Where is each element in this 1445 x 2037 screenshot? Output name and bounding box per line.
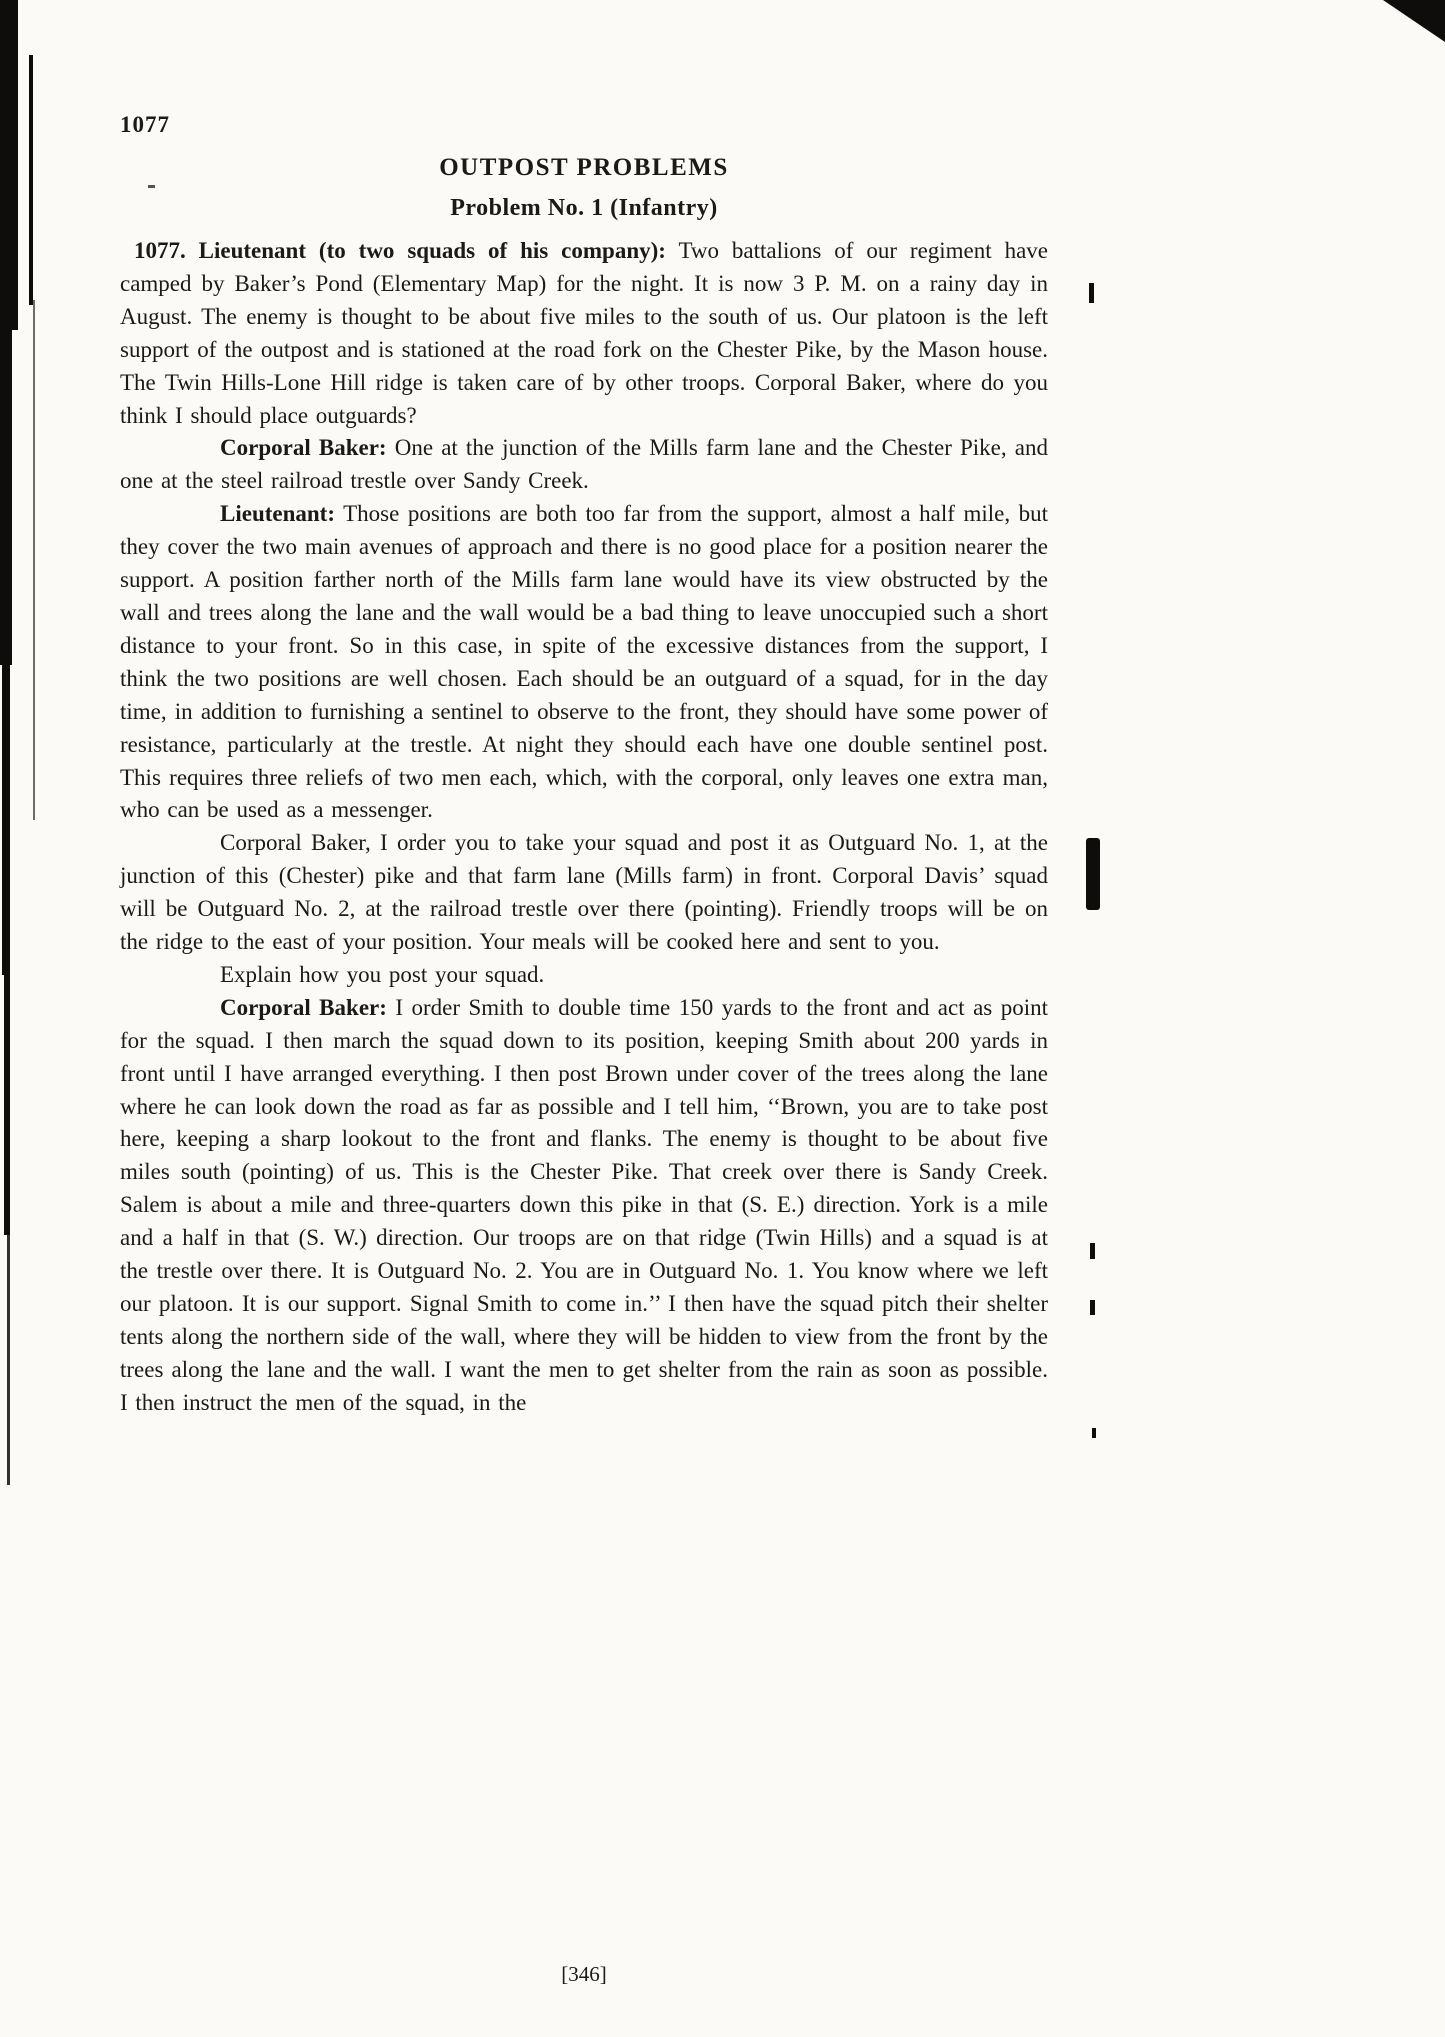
paragraph-text: One at the junction of the Mills farm lane and the Chester Pike, and one at the steel railroad trestle over Sandy Creek. bbox=[120, 435, 1048, 494]
speaker-label: Corporal Baker: bbox=[220, 435, 387, 461]
binding-mark-artifact bbox=[29, 55, 33, 305]
page-number: 1077 bbox=[120, 112, 170, 137]
paragraph-text: I order Smith to double time 150 yards to the front and act as point for the squad. I then march the squad down to its position, keeping Smith about 200 yards in front until I have arranged everything. I then post Brown under cover of the trees along the lane where he can look down the road as far as possible and I tell him, ‘‘Brown, you are to take post here, keeping a sharp lookout to the front and flanks. The enemy is thought to be about five miles south (pointing) of us. This is the Chester Pike. That creek over there is Sandy Creek. Salem is about a mile and three-quarters down this pike in that (S. E.) direction. York is a mile and a half in that (S. W.) direction. Our troops are on that ridge (Twin Hills) and a squad is at the trestle over there. It is Outguard No. 2. You are in Outguard No. 1. You know where we left our platoon. It is our support. Signal Smith to come in.’’ I then have the squad pitch their shelter tents along the northern side of the wall, where they will be hidden to view from the front by the trees along the lane and the wall. I want the men to get shelter from the rain as soon as possible. I then instruct the men of the squad, in the bbox=[120, 994, 1048, 1415]
paragraph bbox=[120, 992, 1048, 1420]
page-title: OUTPOST PROBLEMS bbox=[439, 154, 729, 181]
paragraph-text: Explain how you post your squad. bbox=[220, 961, 545, 987]
binding-mark-artifact bbox=[33, 300, 35, 820]
speaker-label: Lieutenant: bbox=[220, 501, 335, 527]
document-body bbox=[120, 235, 1048, 1420]
paragraph bbox=[120, 498, 1048, 827]
binding-mark-artifact bbox=[0, 0, 18, 330]
paragraph-text: Two battalions of our regiment have camped by Baker’s Pond (Elementary Map) for the night. It is now 3 P. M. on a rainy day in August. The enemy is thought to be about five miles to the south of us. Our platoon is the left support of the outpost and is stationed at the road fork on the Chester Pike, by the Mason house. The Twin Hills-Lone Hill ridge is taken care of by other troops. Corporal Baker, where do you think I should place outguards? bbox=[120, 238, 1048, 428]
paragraph bbox=[120, 235, 1048, 432]
paragraph-text: Corporal Baker, I order you to take your squad and post it as Outguard No. 1, at the junction of this (Chester) pike and that farm lane (Mills farm) in front. Corporal Davis’ squad will be Outguard No. 2, at the railroad trestle over there (pointing). Friendly troops will be on the ridge to the east of your position. Your meals will be cooked here and sent to you. bbox=[120, 830, 1048, 955]
paragraph bbox=[120, 959, 1048, 992]
page-corner-artifact bbox=[1383, 0, 1445, 42]
page-subtitle: Problem No. 1 (Infantry) bbox=[450, 195, 718, 221]
ink-mark-artifact bbox=[1092, 1428, 1096, 1438]
binding-mark-artifact bbox=[7, 1235, 10, 1485]
speaker-label: Corporal Baker: bbox=[220, 994, 387, 1020]
ink-mark-artifact bbox=[1089, 283, 1094, 303]
paragraph bbox=[120, 827, 1048, 959]
text-block bbox=[120, 112, 1048, 1420]
binding-mark-artifact bbox=[2, 665, 10, 975]
ink-mark-artifact bbox=[1090, 1243, 1095, 1259]
paragraph-text: Those positions are both too far from the support, almost a half mile, but they cover the two main avenues of approach and there is no good place for a position nearer the support. A position farther north of the Mills farm lane would have its view obstructed by the wall and trees along the lane and the wall would be a bad thing to leave unoccupied such a short distance to your front. So in this case, in spite of the excessive distances from the support, I think the two positions are well chosen. Each should be an outguard of a squad, for in the day time, in addition to furnishing a sentinel to observe to the front, they should have some power of resistance, particularly at the trestle. At night they should each have one double sentinel post. This requires three reliefs of two men each, which, with the corporal, only leaves one extra man, who can be used as a messenger. bbox=[120, 501, 1048, 823]
binding-mark-artifact bbox=[0, 330, 12, 665]
page-footer: [346] bbox=[561, 1962, 607, 1986]
ink-mark-artifact bbox=[1090, 1300, 1095, 1315]
binding-mark-artifact bbox=[4, 975, 10, 1235]
paragraph bbox=[120, 432, 1048, 498]
speaker-label: 1077. Lieutenant (to two squads of his company): bbox=[134, 238, 666, 263]
ink-mark-artifact bbox=[1086, 838, 1100, 910]
